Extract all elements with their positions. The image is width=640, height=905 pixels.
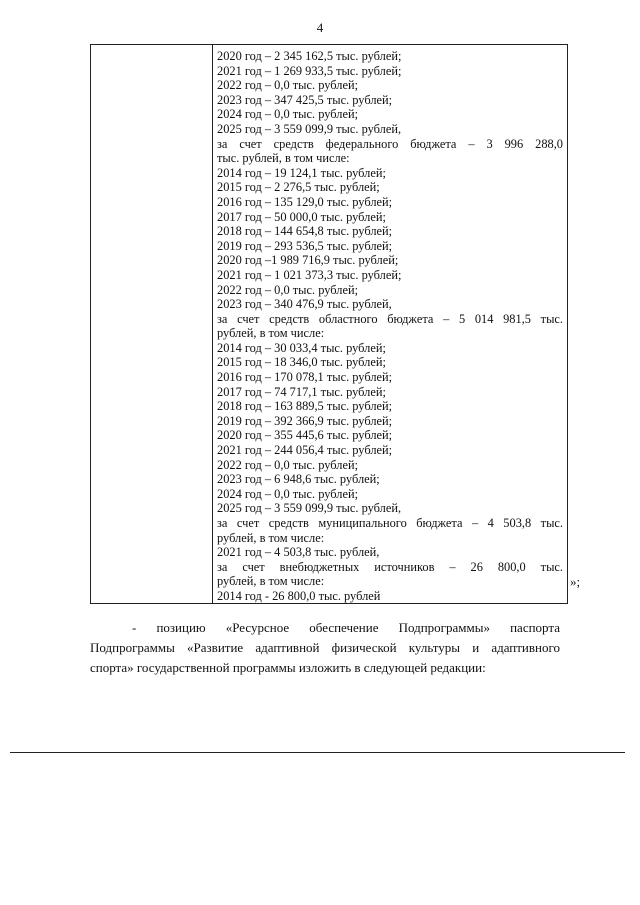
table-line: 2014 год - 26 800,0 тыс. рублей [217, 588, 381, 603]
paragraph-line: - позицию «Ресурсное обеспечение Подпрограммы» паспорта [132, 620, 560, 635]
table-line: 2018 год – 163 889,5 тыс. рублей; [217, 399, 393, 414]
table-line: 2014 год – 19 124,1 тыс. рублей; [217, 165, 386, 180]
paragraph-line: Подпрограммы «Развитие адаптивной физической культуры и адаптивного [90, 640, 560, 655]
table-line: 2020 год – 2 345 162,5 тыс. рублей; [217, 49, 402, 63]
table-line: 2018 год – 144 654,8 тыс. рублей; [217, 224, 393, 239]
table-line: 2020 год –1 989 716,9 тыс. рублей; [217, 253, 399, 268]
table-line: за счет средств муниципального бюджета – 4 503,8 тыс. [217, 516, 563, 530]
page-bottom-rule [10, 752, 625, 753]
table-line: 2015 год – 2 276,5 тыс. рублей; [217, 180, 380, 195]
paragraph-line: спорта» государственной программы изложить в следующей редакции: [90, 660, 486, 675]
table-line: 2019 год – 293 536,5 тыс. рублей; [217, 238, 393, 253]
table-line: 2016 год – 135 129,0 тыс. рублей; [217, 194, 393, 209]
resource-cell [217, 49, 563, 604]
table-line: 2023 год – 347 425,5 тыс. рублей; [217, 92, 393, 107]
table-line: 2022 год – 0,0 тыс. рублей; [217, 78, 359, 93]
table-line: рублей, в том числе: [217, 574, 325, 589]
table-line: 2025 год – 3 559 099,9 тыс. рублей, [217, 121, 402, 136]
table-line: 2020 год – 355 445,6 тыс. рублей; [217, 428, 393, 443]
table-line: рублей, в том числе: [217, 326, 325, 341]
table-line: 2021 год – 4 503,8 тыс. рублей, [217, 545, 380, 560]
body-paragraph [90, 618, 560, 678]
table-line: 2014 год – 30 033,4 тыс. рублей; [217, 340, 386, 355]
table-line: 2024 год – 0,0 тыс. рублей; [217, 486, 359, 501]
table-line: за счет средств федерального бюджета – 3 996 288,0 [217, 136, 563, 151]
table-line: 2025 год – 3 559 099,9 тыс. рублей, [217, 501, 402, 516]
table-line: тыс. рублей, в том числе: [217, 151, 350, 166]
table-line: 2017 год – 74 717,1 тыс. рублей; [217, 384, 386, 399]
table-line: 2023 год – 6 948,6 тыс. рублей; [217, 472, 380, 487]
table-line: 2015 год – 18 346,0 тыс. рублей; [217, 355, 386, 370]
table-line: за счет внебюджетных источников – 26 800,0 тыс. [217, 559, 563, 574]
table-line: 2021 год – 1 269 933,5 тыс. рублей; [217, 63, 402, 78]
table-line: 2017 год – 50 000,0 тыс. рублей; [217, 209, 386, 224]
table-line: за счет средств областного бюджета – 5 014 981,5 тыс. [217, 311, 563, 326]
table-line: 2016 год – 170 078,1 тыс. рублей; [217, 370, 393, 385]
closing-quote: »; [570, 574, 581, 589]
resource-table [90, 44, 568, 604]
table-line: 2021 год – 1 021 373,3 тыс. рублей; [217, 267, 402, 282]
page-number: 4 [316, 20, 324, 35]
table-line: 2024 год – 0,0 тыс. рублей; [217, 107, 359, 122]
table-line: 2022 год – 0,0 тыс. рублей; [217, 282, 359, 297]
table-line: 2023 год – 340 476,9 тыс. рублей, [217, 297, 392, 312]
table-line: 2019 год – 392 366,9 тыс. рублей; [217, 413, 393, 428]
column-divider [212, 45, 213, 603]
table-line: 2021 год – 244 056,4 тыс. рублей; [217, 443, 393, 458]
table-line: 2022 год – 0,0 тыс. рублей; [217, 457, 359, 472]
table-line: рублей, в том числе: [217, 530, 325, 545]
